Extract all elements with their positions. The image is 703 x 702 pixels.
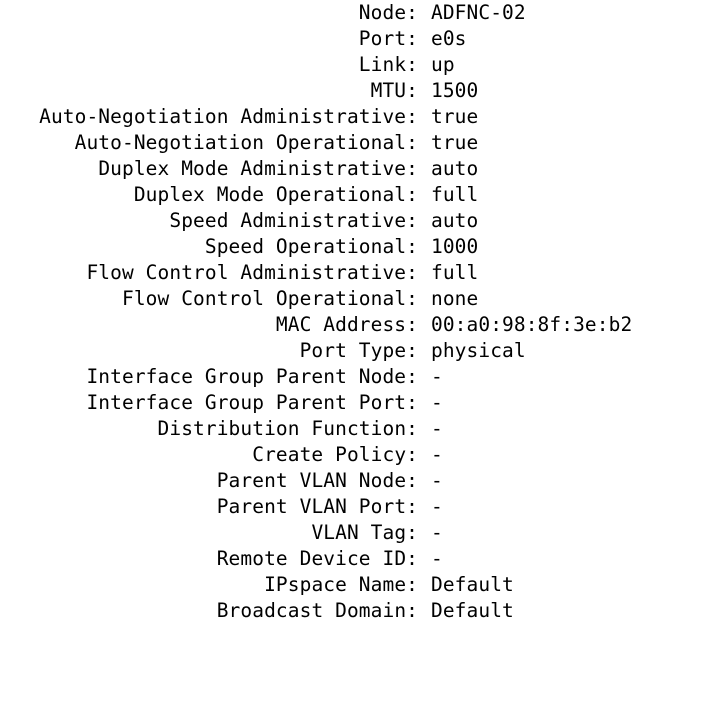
field-value: - [431, 391, 443, 414]
field-label: VLAN Tag: [311, 521, 418, 544]
field-label: Interface Group Parent Port: [86, 391, 418, 414]
row-speed-oper [0, 234, 703, 260]
field-label: Create Policy: [252, 443, 418, 466]
field-value: none [431, 287, 479, 310]
row-link [0, 52, 703, 78]
row-node [0, 0, 703, 26]
field-value: full [431, 261, 479, 284]
row-port-type [0, 338, 703, 364]
row-distribution-function [0, 416, 703, 442]
field-value: ADFNC-02 [431, 1, 526, 24]
row-vlan-tag [0, 520, 703, 546]
field-label: Duplex Mode Operational: [133, 183, 418, 206]
field-value: - [431, 443, 443, 466]
row-duplex-oper [0, 182, 703, 208]
field-value: true [431, 131, 479, 154]
field-label: Auto-Negotiation Operational: [74, 131, 418, 154]
row-flowcontrol-admin [0, 260, 703, 286]
field-label: Duplex Mode Administrative: [98, 157, 418, 180]
field-value: Default [431, 573, 514, 596]
field-label: Interface Group Parent Node: [86, 365, 418, 388]
field-value: 1500 [431, 79, 479, 102]
row-speed-admin [0, 208, 703, 234]
field-value: - [431, 365, 443, 388]
field-value: e0s [431, 27, 467, 50]
row-create-policy [0, 442, 703, 468]
row-autoneg-oper [0, 130, 703, 156]
field-value: - [431, 495, 443, 518]
row-mac-address [0, 312, 703, 338]
field-label: Remote Device ID: [216, 547, 418, 570]
field-value: full [431, 183, 479, 206]
field-value: - [431, 547, 443, 570]
field-value: physical [431, 339, 526, 362]
field-label: Flow Control Administrative: [86, 261, 418, 284]
field-value: - [431, 469, 443, 492]
row-mtu [0, 78, 703, 104]
field-label: Speed Administrative: [169, 209, 418, 232]
row-broadcast-domain [0, 598, 703, 624]
field-value: auto [431, 209, 479, 232]
field-value: auto [431, 157, 479, 180]
field-label: MAC Address: [275, 313, 418, 336]
row-ipspace-name [0, 572, 703, 598]
field-value: true [431, 105, 479, 128]
field-label: Port Type: [299, 339, 418, 362]
field-label: Parent VLAN Port: [216, 495, 418, 518]
field-label: Auto-Negotiation Administrative: [39, 105, 418, 128]
field-label: Distribution Function: [157, 417, 418, 440]
row-flowcontrol-oper [0, 286, 703, 312]
row-duplex-admin [0, 156, 703, 182]
row-port [0, 26, 703, 52]
field-value: up [431, 53, 455, 76]
row-autoneg-admin [0, 104, 703, 130]
field-value: - [431, 521, 443, 544]
field-label: Broadcast Domain: [216, 599, 418, 622]
field-label: Link: [358, 53, 418, 76]
field-label: MTU: [370, 79, 418, 102]
field-label: Speed Operational: [204, 235, 418, 258]
field-label: Flow Control Operational: [122, 287, 418, 310]
field-label: IPspace Name: [264, 573, 418, 596]
row-ifgrp-parent-node [0, 364, 703, 390]
row-remote-device-id [0, 546, 703, 572]
row-ifgrp-parent-port [0, 390, 703, 416]
row-parent-vlan-node [0, 468, 703, 494]
field-value: Default [431, 599, 514, 622]
field-label: Parent VLAN Node: [216, 469, 418, 492]
field-value: 00:a0:98:8f:3e:b2 [431, 313, 633, 336]
field-value: - [431, 417, 443, 440]
field-value: 1000 [431, 235, 479, 258]
field-label: Port: [358, 27, 418, 50]
field-label: Node: [358, 1, 418, 24]
row-parent-vlan-port [0, 494, 703, 520]
